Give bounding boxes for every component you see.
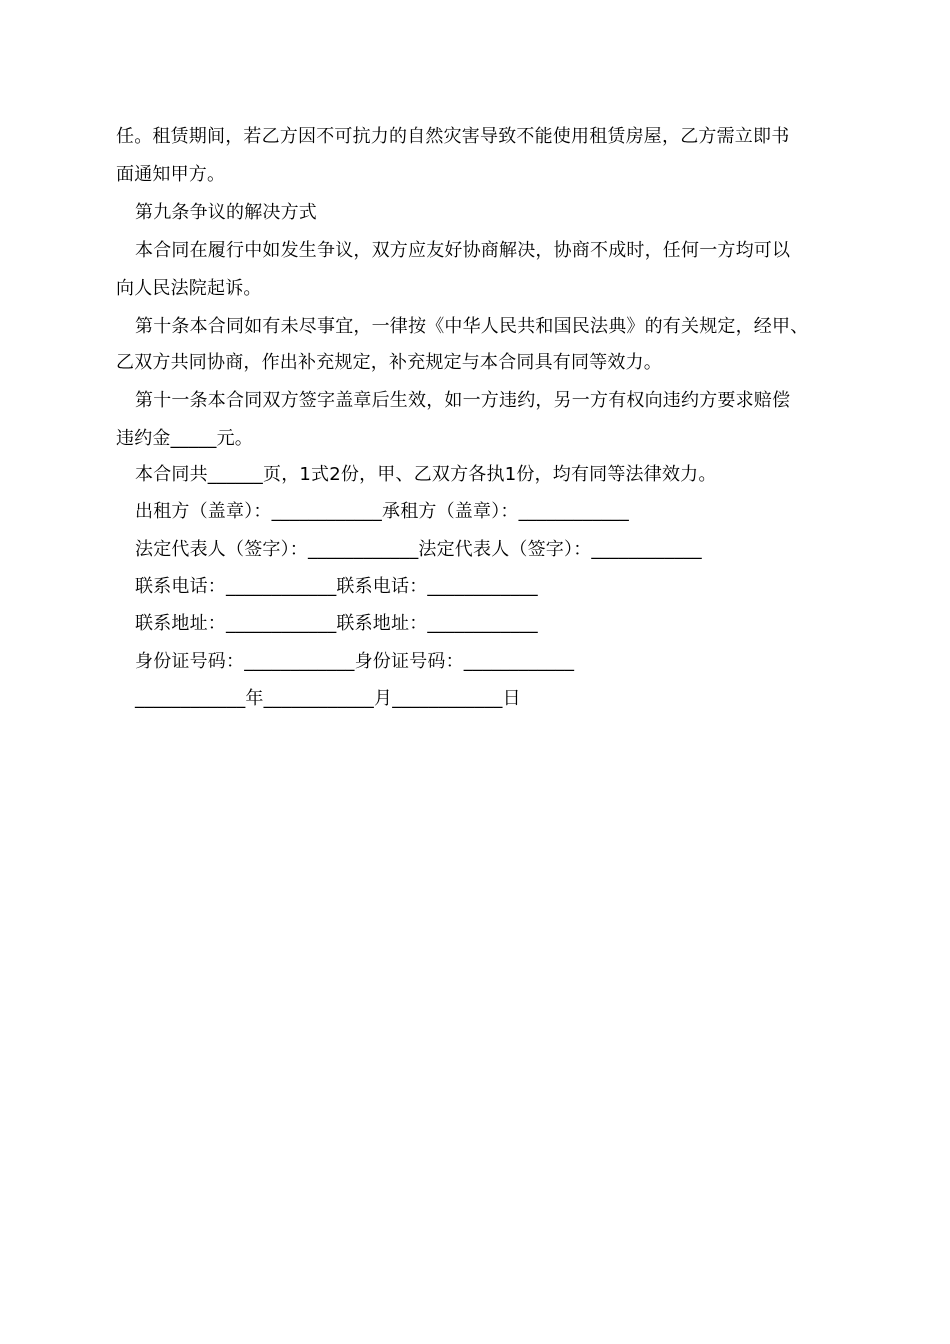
paragraph-line: 任。租赁期间，若乙方因不可抗力的自然灾害导致不能使用租赁房屋，乙方需立即书	[116, 126, 790, 147]
paragraph-line: 第十条本合同如有未尽事宜，一律按《中华人民共和国民法典》的有关规定，经甲、	[135, 316, 809, 337]
signature-line-address: 联系地址：____________联系地址：____________	[135, 613, 538, 634]
paragraph-line: 本合同共______页，1式2份，甲、乙双方各执1份，均有同等法律效力。	[135, 464, 717, 485]
paragraph-line: 面通知甲方。	[116, 164, 226, 185]
paragraph-line: 本合同在履行中如发生争议，双方应友好协商解决，协商不成时，任何一方均可以	[135, 240, 791, 261]
paragraph-line: 乙双方共同协商，作出补充规定，补充规定与本合同具有同等效力。	[116, 352, 662, 373]
signature-line-party: 出租方（盖章）：____________承租方（盖章）：____________	[135, 501, 629, 522]
signature-line-representative: 法定代表人（签字）：____________法定代表人（签字）：____________	[135, 539, 702, 560]
paragraph-line: 向人民法院起诉。	[116, 278, 262, 299]
section-heading: 第九条争议的解决方式	[135, 202, 317, 223]
signature-line-id-number: 身份证号码：____________身份证号码：____________	[135, 651, 575, 672]
paragraph-line: 第十一条本合同双方签字盖章后生效，如一方违约，另一方有权向违约方要求赔偿	[135, 390, 791, 411]
signature-line-date: ____________年____________月____________日	[135, 688, 521, 709]
paragraph-line: 违约金_____元。	[116, 428, 253, 449]
signature-line-phone: 联系电话：____________联系电话：____________	[135, 576, 538, 597]
